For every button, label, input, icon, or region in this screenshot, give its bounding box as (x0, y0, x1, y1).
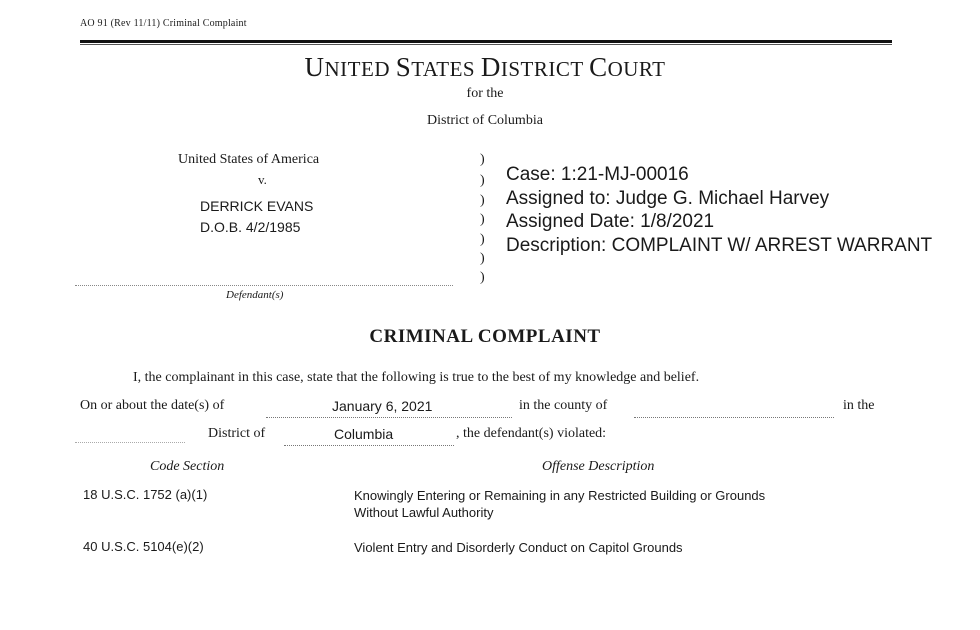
assigned-judge: Assigned to: Judge G. Michael Harvey (506, 188, 830, 209)
county-label: in the county of (519, 398, 608, 413)
county-field (634, 398, 834, 418)
court-title: UNITED STATES DISTRICT COURT (304, 52, 666, 82)
header-rule-thin (80, 44, 892, 45)
code-section: 18 U.S.C. 1752 (a)(1) (83, 487, 208, 502)
date-label: On or about the date(s) of (80, 398, 225, 413)
complaint-statement: I, the complainant in this case, state that the following is true to the best of my knowledge and belief. (133, 370, 700, 385)
caption-signature-line (75, 285, 453, 286)
caption-paren: ) (480, 212, 485, 227)
caption-paren: ) (480, 251, 485, 266)
in-the-text: in the (843, 398, 875, 413)
violated-text: , the defendant(s) violated: (456, 426, 607, 441)
versus-text: v. (258, 172, 267, 187)
defendants-label: Defendant(s) (226, 289, 284, 301)
offense-line: Without Lawful Authority (354, 505, 494, 520)
for-the-text: for the (466, 86, 504, 101)
header-rule (80, 40, 892, 43)
offense-date: January 6, 2021 (332, 398, 433, 414)
caption-paren: ) (480, 193, 485, 208)
code-section-header: Code Section (150, 459, 225, 474)
code-section: 40 U.S.C. 5104(e)(2) (83, 539, 204, 554)
caption-paren: ) (480, 270, 485, 285)
caption-paren: ) (480, 152, 485, 167)
plaintiff-name: United States of America (178, 152, 320, 167)
assigned-date: Assigned Date: 1/8/2021 (506, 211, 715, 232)
caption-paren: ) (480, 232, 485, 247)
offense-description-header: Offense Description (542, 459, 655, 474)
district-label: District of (208, 426, 266, 441)
offense-description (354, 487, 765, 521)
caption-paren: ) (480, 173, 485, 188)
offense-description (354, 539, 683, 556)
offense-line: Violent Entry and Disorderly Conduct on Capitol Grounds (354, 540, 683, 555)
offense-line: Knowingly Entering or Remaining in any Restricted Building or Grounds (354, 488, 766, 503)
form-identifier: AO 91 (Rev 11/11) Criminal Complaint (80, 18, 247, 29)
court-district: District of Columbia (427, 113, 543, 128)
blank-field-line (75, 442, 185, 443)
case-number: Case: 1:21-MJ-00016 (506, 164, 689, 185)
offense-district: Columbia (334, 426, 394, 442)
defendant-name: DERRICK EVANS (200, 198, 314, 214)
defendant-dob: D.O.B. 4/2/1985 (200, 219, 301, 235)
case-description: Description: COMPLAINT W/ ARREST WARRANT (506, 235, 933, 256)
complaint-title: CRIMINAL COMPLAINT (369, 326, 601, 347)
